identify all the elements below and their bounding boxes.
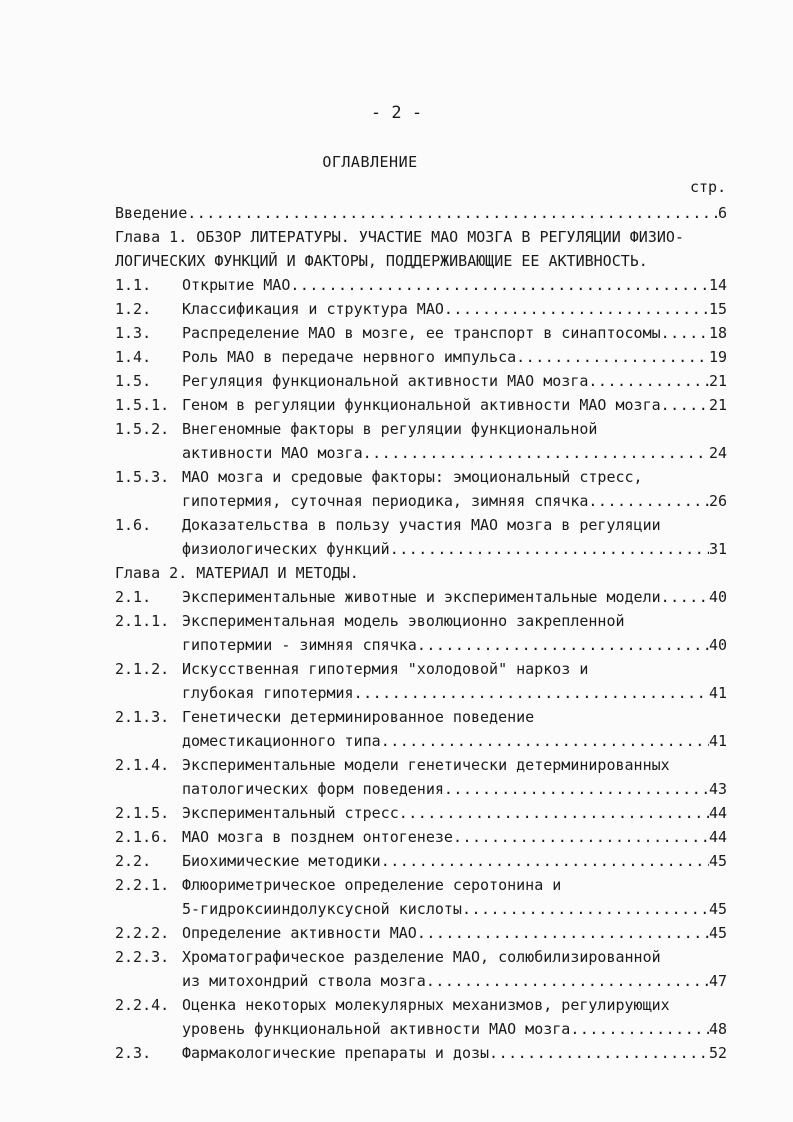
toc-line [115,465,727,489]
toc-number: 2.2. [115,852,152,870]
toc-line [115,1017,727,1041]
toc-leader-dots [354,681,709,705]
toc-page: 45 [708,852,727,870]
toc-line [115,513,727,537]
toc-line [115,321,727,345]
toc-page: 24 [708,444,727,462]
toc-page: 40 [708,588,727,606]
toc-number: 1.6. [115,516,152,534]
toc-line [115,297,727,321]
toc-line [115,945,727,969]
toc-line [115,633,727,657]
toc-number [115,729,182,753]
toc-text: Внегеномные факторы в регуляции функциональной [182,420,598,438]
toc-page: 44 [708,804,727,822]
toc-page: 43 [708,780,727,798]
toc-text: ЛОГИЧЕСКИХ ФУНКЦИЙ И ФАКТОРЫ, ПОДДЕРЖИВАЮЩИЕ ЕЕ АКТИВНОСТЬ. [115,252,648,270]
toc-number [115,897,182,921]
toc-text: Глава 2. МАТЕРИАЛ И МЕТОДЫ. [115,564,359,582]
toc-leader-dots [588,369,709,393]
toc-text: доместикационного типа [182,732,381,750]
toc-number: 2.2.4. [115,996,170,1014]
toc-number: 2.1.4. [115,756,170,774]
toc-number: 1.1. [115,276,152,294]
toc-leader-dots [290,273,709,297]
toc-line [115,753,727,777]
toc-text: Оценка некоторых молекулярных механизмов, регулирующих [182,996,670,1014]
toc-line [115,201,727,225]
toc-number [115,969,182,993]
toc-line [115,369,727,393]
toc-text: Экспериментальная модель эволюционно закрепленной [182,612,625,630]
toc-number [115,489,182,513]
toc-leader-dots [516,345,709,369]
toc-line [115,537,727,561]
toc-leader-dots [661,585,709,609]
toc-page: 41 [708,684,727,702]
toc-page: 19 [708,348,727,366]
toc-page: 31 [708,540,727,558]
toc-line [115,825,727,849]
toc-text: Регуляция функциональной активности МАО мозга [182,372,589,390]
toc-text: Глава 1. ОБЗОР ЛИТЕРАТУРЫ. УЧАСТИЕ МАО МОЗГА В РЕГУЛЯЦИИ ФИЗИО- [115,228,684,246]
toc-leader-dots [363,441,709,465]
toc-leader-dots [187,201,718,225]
toc-leader-dots [417,921,709,945]
toc-text: Доказательства в пользу участия МАО мозга в регуляции [182,516,661,534]
toc-line [115,561,727,585]
toc-page: 48 [708,1020,727,1038]
toc-line [115,441,727,465]
toc-page: 18 [708,324,727,342]
toc-leader-dots [661,321,709,345]
toc-number: 1.5.3. [115,468,170,486]
toc-leader-dots [426,969,709,993]
toc-text: Экспериментальные животные и экспериментальные модели [182,588,661,606]
toc-leader-dots [444,777,709,801]
toc-page: 45 [708,900,727,918]
toc-page: 6 [717,204,727,222]
toc-text: патологических форм поведения [182,780,444,798]
toc-leader-dots [381,729,709,753]
toc-leader-dots [661,393,709,417]
toc-number: 2.2.3. [115,948,170,966]
toc-line [115,921,727,945]
toc-text: Искусственная гипотермия "холодовой" наркоз и [182,660,589,678]
toc-number [115,681,182,705]
toc-text: Введение [115,204,188,222]
toc-text: гипотермия, суточная периодика, зимняя спячка [182,492,589,510]
toc-number [115,441,182,465]
toc-text: 5-гидроксииндолуксусной кислоты [182,900,462,918]
toc-text: Экспериментальные модели генетически детерминированных [182,756,670,774]
toc-number: 1.5.1. [115,396,170,414]
toc-page: 40 [708,636,727,654]
toc-page: 52 [708,1044,727,1062]
toc-page: 45 [708,924,727,942]
toc-number: 1.4. [115,348,152,366]
toc-number: 2.1.6. [115,828,170,846]
toc-line [115,873,727,897]
toc-line [115,489,727,513]
page-number: - 2 - [370,103,423,123]
toc-number: 2.1.2. [115,660,170,678]
toc-leader-dots [417,633,709,657]
page-column-label: стр. [690,178,727,196]
toc-leader-dots [453,825,709,849]
toc-text: физиологических функций [182,540,390,558]
toc-number [115,633,182,657]
toc-line [115,897,727,921]
toc-text: МАО мозга в позднем онтогенезе [182,828,453,846]
toc-page: 14 [708,276,727,294]
toc-number: 2.3. [115,1044,152,1062]
toc-line [115,1041,727,1065]
toc-leader-dots [489,1041,709,1065]
toc-page: 44 [708,828,727,846]
toc-text: Биохимические методики [182,852,381,870]
toc-text: гипотермии - зимняя спячка [182,636,417,654]
toc-line [115,273,727,297]
toc-text: глубокая гипотермия [182,684,354,702]
toc-text: Определение активности МАО [182,924,417,942]
toc-text: Роль МАО в передаче нервного импульса [182,348,517,366]
toc-line [115,777,727,801]
toc-number: 2.1.5. [115,804,170,822]
toc-line [115,249,727,273]
toc-number: 1.5. [115,372,152,390]
toc-number: 2.1.1. [115,612,170,630]
toc-leader-dots [570,1017,709,1041]
toc-text: Фармакологические препараты и дозы [182,1044,490,1062]
toc-page: 15 [708,300,727,318]
toc-text: Геном в регуляции функциональной активности МАО мозга [182,396,661,414]
toc-text: Флюориметрическое определение серотонина и [182,876,562,894]
toc-text: Распределение МАО в мозге, ее транспорт в синаптосомы [182,324,661,342]
toc-leader-dots [381,849,709,873]
toc-page: 26 [708,492,727,510]
toc-text: МАО мозга и средовые факторы: эмоциональный стресс, [182,468,643,486]
toc-line [115,801,727,825]
toc-number: 2.2.1. [115,876,170,894]
toc-leader-dots [588,489,709,513]
toc-leader-dots [444,297,709,321]
toc-number: 1.5.2. [115,420,170,438]
toc-text: Экспериментальный стресс [182,804,399,822]
toc-text: Генетически детерминированное поведение [182,708,535,726]
toc-leader-dots [462,897,709,921]
toc-text: Классификация и структура МАО [182,300,444,318]
toc-number: 2.1.3. [115,708,170,726]
toc-line [115,705,727,729]
toc-text: Хроматографическое разделение МАО, солюбилизированной [182,948,661,966]
toc-text: уровень функциональной активности МАО мозга [182,1020,571,1038]
toc-number: 2.2.2. [115,924,170,942]
toc-line [115,585,727,609]
page-title: ОГЛАВЛЕНИЕ [322,153,418,171]
toc-number [115,537,182,561]
toc-number [115,777,182,801]
toc-line [115,681,727,705]
toc-number: 1.3. [115,324,152,342]
toc-line [115,993,727,1017]
table-of-contents [115,201,727,1065]
toc-line [115,393,727,417]
toc-number: 1.2. [115,300,152,318]
toc-line [115,729,727,753]
toc-line [115,849,727,873]
toc-line [115,225,727,249]
toc-line [115,609,727,633]
toc-line [115,417,727,441]
toc-page: 47 [708,972,727,990]
toc-text: активности МАО мозга [182,444,363,462]
toc-number: 2.1. [115,588,152,606]
toc-leader-dots [399,801,709,825]
toc-text: из митохондрий ствола мозга [182,972,426,990]
toc-page: 41 [708,732,727,750]
toc-page: 21 [708,372,727,390]
toc-text: Открытие МАО [182,276,291,294]
toc-leader-dots [390,537,709,561]
toc-number [115,1017,182,1041]
toc-line [115,969,727,993]
toc-line [115,657,727,681]
toc-line [115,345,727,369]
toc-page: 21 [708,396,727,414]
